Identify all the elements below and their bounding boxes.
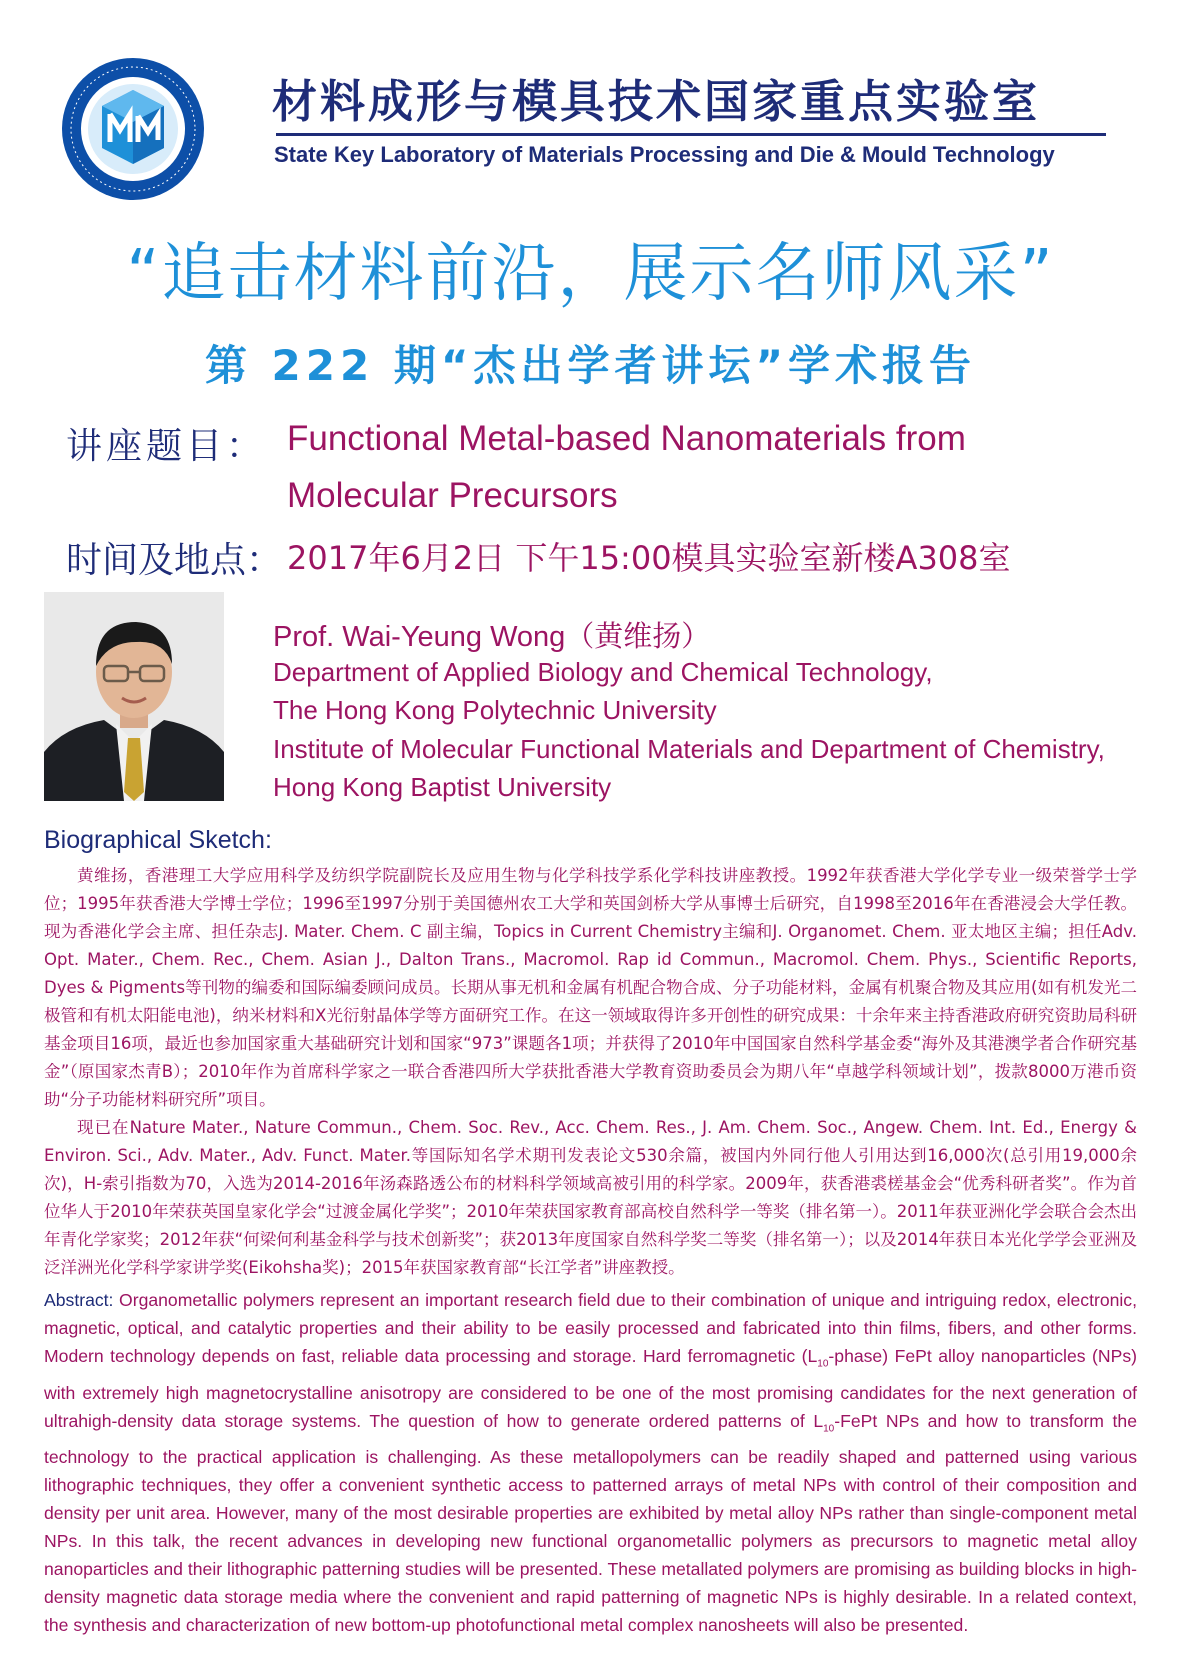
bio-paragraph-1: 黄维扬，香港理工大学应用科学及纺织学院副院长及应用生物与化学科技学系化学科技讲座教授。1992年获香港大学化学专业一级荣誉学士学位；1995年获香港大学博士学位；1996至1997分别于美国德州农工大学和英国剑桥大学从事博士后研究，自1998至2016年在香港浸会大学任教。现为香港化学会主席、担任杂志J. Mater. Chem. C 副主编，Topics in Current Chemistry主编和J. Organomet. Chem. 亚太地区主编；担任Adv. Opt. Mater., Chem. Rec., Chem. Asian J., Dalton Trans., Macromol. Rap id Commun., Macromol. Chem. Phys., Scientific Reports, Dyes & Pigments等刊物的编委和国际编委顾问成员。长期从事无机和金属有机配合物合成、分子功能材料，金属有机聚合物及其应用(如有机发光二极管和有机太阳能电池)，纳米材料和X光衍射晶体学等方面研究工作。在这一领域取得许多开创性的研究成果：十余年来主持香港政府研究资助局科研基金项目16项，最近也参加国家重大基础研究计划和国家“973”课题各1项；并获得了2010年中国国家自然科学基金委“海外及其港澳学者合作研究基金”（原国家杰青B）；2010年作为首席科学家之一联合香港四所大学获批香港大学教育资助委员会为期八年“卓越学科领域计划”，拨款8000万港币资助“分子功能材料研究所”项目。 xyxy=(44,866,1137,1109)
header-divider xyxy=(276,133,1106,136)
speaker-photo xyxy=(44,592,224,801)
lecture-title-label: 讲座题目： xyxy=(66,426,267,467)
speaker-affiliation-1: Department of Applied Biology and Chemical Technology, xyxy=(273,657,933,687)
bio-body xyxy=(44,862,1137,1282)
lab-logo xyxy=(60,56,206,202)
abstract-text-3: -FePt NPs and how to transform the technology to the practical application is challenging. As these metallopolymers can be readily shaped and patterned using various lithographic techniques, they offer a convenient synthetic access to patterned arrays of metal NPs with control of their composition and density per unit area. However, many of the most desirable properties are exhibited by metal alloy NPs rather than single-component metal NPs. In this talk, the recent advances in developing new functional organometallic polymers as precursors to magnetic metal alloy nanoparticles and their lithographic patterning studies will be presented. These metallated polymers are promising as building blocks in high-density magnetic data storage media where the convenient and rapid patterning of magnetic NPs is highly desirable. In a related context, the synthesis and characterization of new bottom-up photofunctional metal complex nanosheets will also be presented. xyxy=(44,1410,1137,1636)
speaker-affiliation-3: Institute of Molecular Functional Materials and Department of Chemistry, xyxy=(273,734,1105,764)
abstract-subscript-1: 10 xyxy=(817,1358,829,1370)
speaker-name: Prof. Wai-Yeung Wong（黄维扬） xyxy=(273,621,711,653)
lecture-title-line-1: Functional Metal-based Nanomaterials from xyxy=(287,419,966,458)
abstract-subscript-2: 10 xyxy=(823,1423,835,1435)
abstract-text-2: -phase) FePt alloy nanoparticles (NPs) with extremely high magnetocrystalline anisotropy are considered to be one of the most promising candidates for the next generation of ultrahigh-density data storage systems. The question of how to generate ordered patterns of L xyxy=(44,1346,1137,1431)
abstract-text-1: Organometallic polymers represent an important research field due to their combination of unique and intriguing redox, electronic, magnetic, optical, and catalytic properties and their ability to be easily processed and fabricated into thin films, fibers, and other forms. Modern technology depends on fast, reliable data processing and storage. Hard ferromagnetic (L xyxy=(44,1290,1137,1366)
time-place-value: 2017年6月2日 下午15:00模具实验室新楼A308室 xyxy=(287,539,1011,577)
bio-paragraph-2: 现已在Nature Mater., Nature Commun., Chem. Soc. Rev., Acc. Chem. Res., J. Am. Chem. Soc., Angew. Chem. Int. Ed., Energy & Environ. Sci., Adv. Mater., Adv. Funct. Mater.等国际知名学术期刊发表论文530余篇，被国内外同行他人引用达到16,000次(总引用19,000余次)，H-索引指数为70，入选为2014-2016年汤森路透公布的材料科学领域高被引用的科学家。2009年，获香港裘槎基金会“优秀科研者奖”。作为首位华人于2010年荣获英国皇家化学会“过渡金属化学奖”；2010年荣获国家教育部高校自然科学一等奖（排名第一）。2011年获亚洲化学会联合会杰出年青化学家奖；2012年获“何梁何利基金科学与技术创新奖”；获2013年度国家自然科学奖二等奖（排名第一）；以及2014年获日本光化学学会亚洲及泛洋洲光化学科学家讲学奖(Eikohsha奖)；2015年获国家教育部“长江学者”讲座教授。 xyxy=(44,1118,1137,1277)
series-title: 第 222 期“杰出学者讲坛”学术报告 xyxy=(204,341,977,390)
lecture-title-line-2: Molecular Precursors xyxy=(287,476,618,515)
lab-name-cn: 材料成形与模具技术国家重点实验室 xyxy=(272,75,1041,128)
lab-name-en: State Key Laboratory of Materials Processing and Die & Mould Technology xyxy=(274,142,1055,167)
speaker-affiliation-4: Hong Kong Baptist University xyxy=(273,772,612,802)
bio-heading: Biographical Sketch: xyxy=(44,826,272,854)
time-place-label: 时间及地点： xyxy=(66,540,283,581)
speaker-affiliation-2: The Hong Kong Polytechnic University xyxy=(273,695,717,725)
abstract-label: Abstract: xyxy=(44,1290,114,1310)
abstract xyxy=(44,1286,1137,1639)
slogan: “追击材料前沿，展示名师风采” xyxy=(126,237,1055,311)
